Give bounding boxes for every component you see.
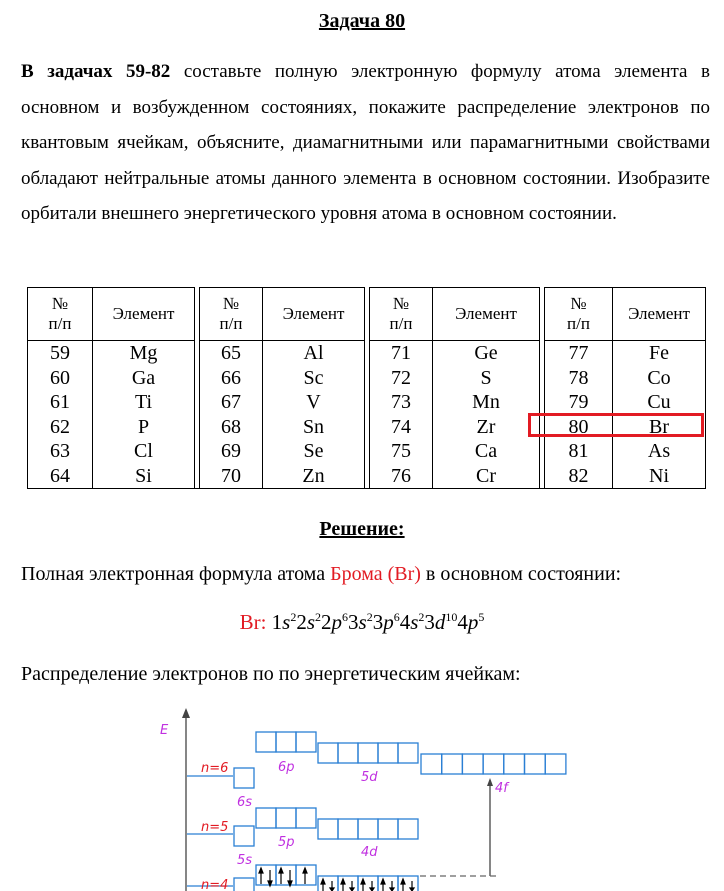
electron-pair-icon <box>321 879 414 891</box>
sublevel-label-6p: 6p <box>278 760 295 775</box>
formula-term: $2s^2$ <box>296 610 322 634</box>
orbital-4f-3 <box>462 754 483 774</box>
formula-term: $4p^5$ <box>457 610 485 634</box>
level-label-6: n=6 <box>201 761 229 776</box>
sublevel-label-5p: 5p <box>278 835 295 850</box>
orbital-4d-1 <box>318 819 338 839</box>
orbital-4f-1 <box>421 754 442 774</box>
num-cell: 82 <box>545 464 613 489</box>
solution-line-2: Распределение электронов по по энергетическим ячейкам: <box>21 663 521 685</box>
axis-arrow-icon <box>182 708 190 718</box>
orbital-6s <box>234 768 254 788</box>
formula-term: $3d^{10}$ <box>424 610 458 634</box>
axis-label: E <box>160 723 169 738</box>
num-header: № п/п <box>200 288 263 341</box>
solution-title: Решение: <box>319 518 405 540</box>
orbital-4d-2 <box>338 819 358 839</box>
orbital-5d-3 <box>358 743 378 763</box>
orbital-4f-5 <box>504 754 525 774</box>
element-header: Элемент <box>433 288 540 341</box>
task-statement <box>21 54 710 232</box>
orbital-5p-3 <box>296 808 316 828</box>
element-header: Элемент <box>263 288 365 341</box>
num-cell: 66 <box>200 366 263 391</box>
element-cell: Si <box>93 464 195 489</box>
element-cell: V <box>263 390 365 415</box>
orbital-6p-3 <box>296 732 316 752</box>
num-cell: 61 <box>28 390 93 415</box>
num-cell: 62 <box>28 415 93 440</box>
num-cell-highlighted: 80 <box>545 415 613 440</box>
orbital-4f-7 <box>545 754 566 774</box>
element-cell: As <box>613 439 706 464</box>
num-cell: 68 <box>200 415 263 440</box>
task-text: составьте полную электронную формулу атома элемента в основном и возбужденном состояниях, покажите распределение электронов по квантовым ячейкам, объясните, диамагнитными или парамагнитными свойствами обладают нейтральные атомы данного элемента в основном состоянии. Изобразите орбитали внешнего энергетического уровня атома в основном состоянии. <box>21 61 710 225</box>
formula-symbol: Br: <box>239 610 267 634</box>
orbital-4f-2 <box>442 754 463 774</box>
num-cell: 65 <box>200 341 263 366</box>
element-cell: Se <box>263 439 365 464</box>
formula-term: $3s^2$ <box>348 610 373 634</box>
level-label-4: n=4 <box>201 878 229 891</box>
num-cell: 72 <box>370 366 433 391</box>
orbital-4f-6 <box>525 754 546 774</box>
element-cell: Al <box>263 341 365 366</box>
element-cell: Cr <box>433 464 540 489</box>
orbital-5d-4 <box>378 743 398 763</box>
num-cell: 70 <box>200 464 263 489</box>
orbital-5d-2 <box>338 743 358 763</box>
sublevel-label-6s: 6s <box>237 795 253 810</box>
num-cell: 67 <box>200 390 263 415</box>
level-label-5: n=5 <box>201 820 229 835</box>
solution-line-1: Полная электронная формула атома Брома (Br) в основном состоянии: <box>21 563 622 585</box>
orbital-5p-1 <box>256 808 276 828</box>
num-cell: 77 <box>545 341 613 366</box>
num-cell: 78 <box>545 366 613 391</box>
orbital-diagram <box>0 700 724 891</box>
element-cell: Ga <box>93 366 195 391</box>
num-cell: 74 <box>370 415 433 440</box>
num-cell: 71 <box>370 341 433 366</box>
table-row <box>28 464 706 489</box>
table-row <box>28 366 706 391</box>
num-cell: 64 <box>28 464 93 489</box>
sublevel-label-5d: 5d <box>361 770 378 785</box>
task-title: Задача 80 <box>318 10 406 32</box>
electron-formula <box>0 610 724 635</box>
formula-terms <box>272 610 485 634</box>
element-header: Элемент <box>613 288 706 341</box>
orbital-5p-2 <box>276 808 296 828</box>
table-row <box>28 439 706 464</box>
highlight-box <box>528 413 704 437</box>
element-name: Брома (Br) <box>330 563 421 585</box>
element-cell: Zn <box>263 464 365 489</box>
element-cell-highlighted: Br <box>613 415 706 440</box>
element-cell: Cl <box>93 439 195 464</box>
num-cell: 79 <box>545 390 613 415</box>
element-cell: Co <box>613 366 706 391</box>
orbital-5d-5 <box>398 743 418 763</box>
formula-term: $2p^6$ <box>321 610 349 634</box>
element-cell: Ti <box>93 390 195 415</box>
element-header: Элемент <box>93 288 195 341</box>
num-cell: 59 <box>28 341 93 366</box>
table-row <box>28 341 706 366</box>
num-header: № п/п <box>28 288 93 341</box>
element-cell: Ni <box>613 464 706 489</box>
orbital-6p-2 <box>276 732 296 752</box>
orbital-4p-1 <box>256 865 276 885</box>
num-cell: 63 <box>28 439 93 464</box>
element-cell: S <box>433 366 540 391</box>
table-row <box>28 390 706 415</box>
element-cell: Sc <box>263 366 365 391</box>
num-header: № п/п <box>545 288 613 341</box>
orbital-4d-5 <box>398 819 418 839</box>
element-cell: Ge <box>433 341 540 366</box>
electron-pair-icon <box>259 868 307 886</box>
num-cell: 73 <box>370 390 433 415</box>
orbital-6p-1 <box>256 732 276 752</box>
element-cell: P <box>93 415 195 440</box>
orbital-4p-2 <box>276 865 296 885</box>
num-cell: 60 <box>28 366 93 391</box>
element-cell: Sn <box>263 415 365 440</box>
element-cell: Ca <box>433 439 540 464</box>
num-cell: 75 <box>370 439 433 464</box>
orbital-4s <box>234 878 254 891</box>
element-cell: Cu <box>613 390 706 415</box>
formula-term: $1s^2$ <box>271 610 297 634</box>
orbital-4p-3 <box>296 865 316 885</box>
element-cell: Fe <box>613 341 706 366</box>
sublevel-label-5s: 5s <box>237 853 253 868</box>
num-cell: 76 <box>370 464 433 489</box>
elements-table <box>27 287 706 489</box>
formula-term: $4s^2$ <box>399 610 425 634</box>
orbital-5s <box>234 826 254 846</box>
num-cell: 81 <box>545 439 613 464</box>
orbital-4f-4 <box>483 754 504 774</box>
element-cell: Mn <box>433 390 540 415</box>
orbital-4d-4 <box>378 819 398 839</box>
element-cell: Zr <box>433 415 540 440</box>
sublevel-label-4f: 4f <box>495 781 508 796</box>
num-header: № п/п <box>370 288 433 341</box>
orbital-4d-3 <box>358 819 378 839</box>
orbital-5d-1 <box>318 743 338 763</box>
num-cell: 69 <box>200 439 263 464</box>
task-range: В задачах 59-82 <box>21 61 171 82</box>
sublevel-label-4d: 4d <box>361 845 378 860</box>
formula-term: $3p^6$ <box>372 610 400 634</box>
element-cell: Mg <box>93 341 195 366</box>
